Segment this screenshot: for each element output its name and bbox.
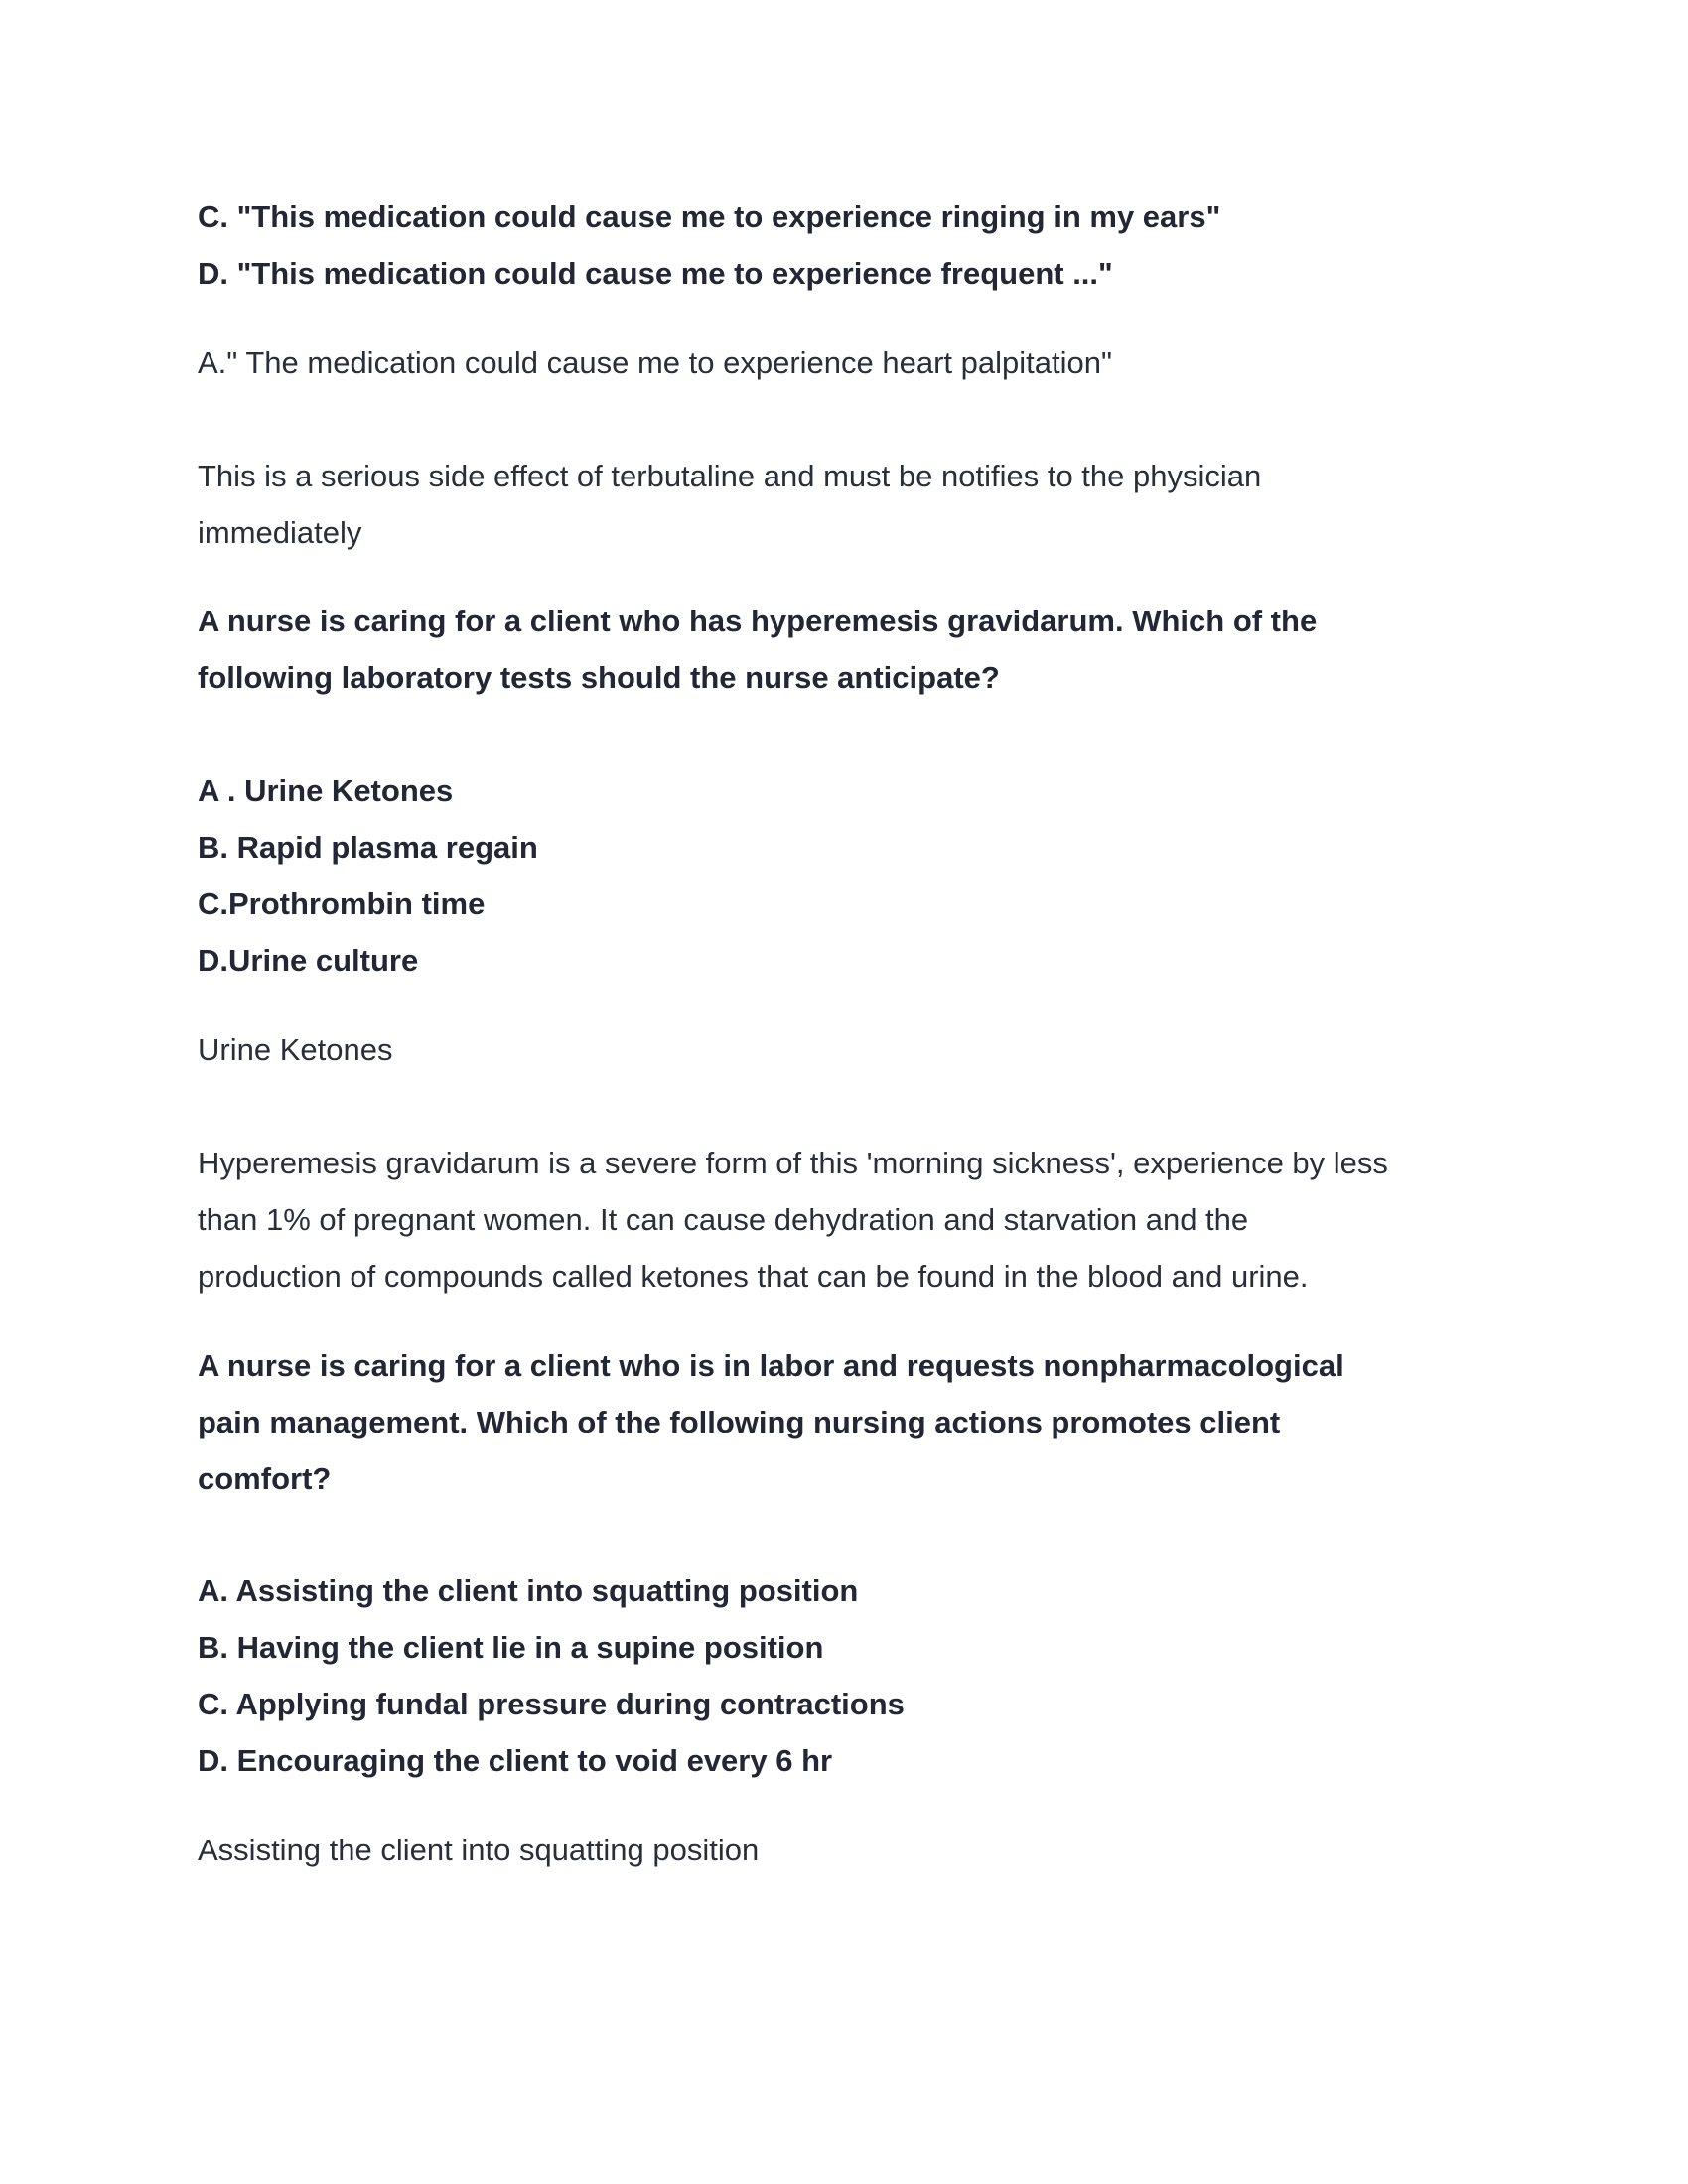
previous-rationale: [198, 448, 1508, 561]
option-d: D.Urine culture: [198, 943, 419, 978]
question-2-answer: [198, 1022, 1508, 1078]
rationale-line: production of compounds called ketones that can be found in the blood and urine.: [198, 1259, 1309, 1294]
option-a: A. Assisting the client into squatting position: [198, 1573, 859, 1608]
previous-question-options: [198, 189, 1508, 302]
option-c: C.Prothrombin time: [198, 887, 486, 921]
option-d: D. "This medication could cause me to experience frequent ...": [198, 256, 1113, 291]
option-c: C. "This medication could cause me to experience ringing in my ears": [198, 200, 1221, 234]
question-line: A nurse is caring for a client who is in labor and requests nonpharmacological: [198, 1348, 1344, 1383]
rationale-line: immediately: [198, 515, 362, 550]
answer-text: Urine Ketones: [198, 1032, 393, 1067]
question-line: pain management. Which of the following nursing actions promotes client: [198, 1405, 1281, 1439]
rationale-line: This is a serious side effect of terbutaline and must be notifies to the physician: [198, 459, 1262, 493]
answer-text: A." The medication could cause me to experience heart palpitation": [198, 345, 1112, 380]
rationale-line: Hyperemesis gravidarum is a severe form of this 'morning sickness', experience by less: [198, 1146, 1388, 1180]
question-3-answer: [198, 1822, 1508, 1878]
question-3: [198, 1337, 1508, 1507]
question-2: [198, 593, 1508, 706]
option-a: A . Urine Ketones: [198, 773, 454, 808]
previous-answer: [198, 335, 1508, 391]
question-2-rationale: [198, 1135, 1508, 1304]
rationale-line: than 1% of pregnant women. It can cause dehydration and starvation and the: [198, 1202, 1249, 1237]
option-c: C. Applying fundal pressure during contractions: [198, 1687, 905, 1721]
option-b: B. Rapid plasma regain: [198, 830, 538, 865]
option-d: D. Encouraging the client to void every 6 hr: [198, 1743, 833, 1778]
question-3-options: [198, 1563, 1508, 1789]
option-b: B. Having the client lie in a supine position: [198, 1630, 824, 1665]
question-line: A nurse is caring for a client who has hyperemesis gravidarum. Which of the: [198, 604, 1318, 638]
question-line: following laboratory tests should the nurse anticipate?: [198, 660, 1000, 695]
answer-text: Assisting the client into squatting position: [198, 1833, 760, 1867]
question-2-options: [198, 762, 1508, 989]
question-line: comfort?: [198, 1461, 332, 1496]
